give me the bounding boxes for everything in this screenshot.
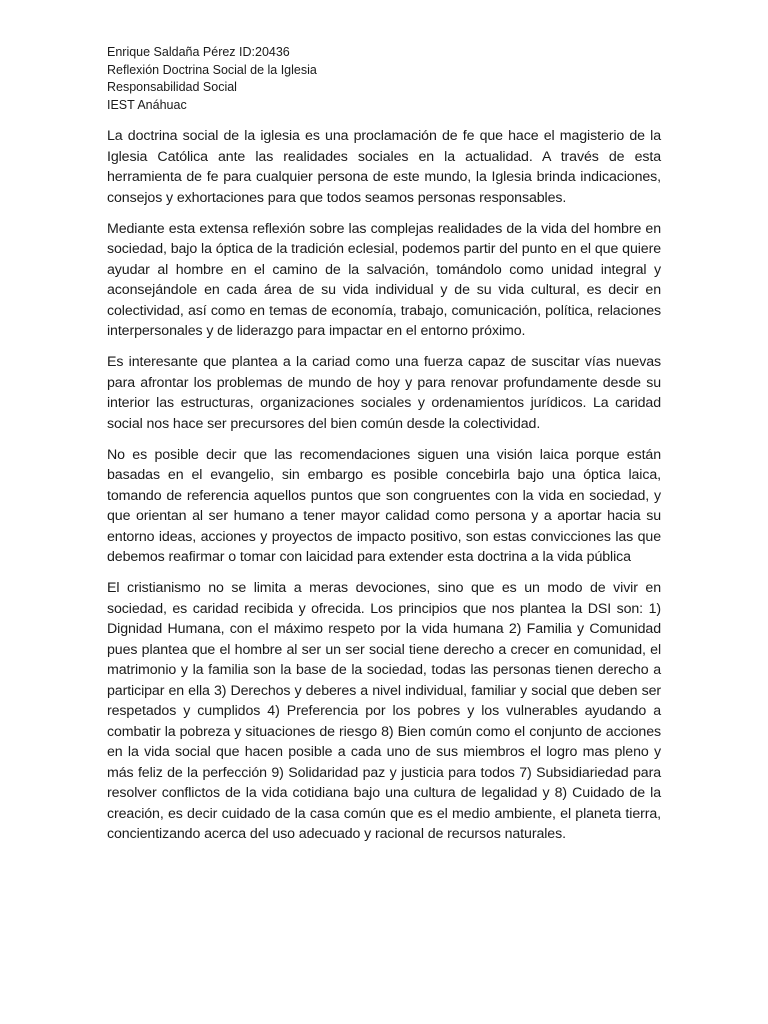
paragraph-1: La doctrina social de la iglesia es una proclamación de fe que hace el magisterio de la Iglesia Católica ante las realidades sociales en la actualidad. A través de esta herramienta de fe para cualquier persona de este mundo, la Iglesia brinda indicaciones, consejos y exhortaciones para que todos seamos personas responsables. (107, 128, 661, 206)
title-line: Reflexión Doctrina Social de la Iglesia (107, 62, 317, 77)
document-body (107, 126, 661, 845)
paragraph-5: El cristianismo no se limita a meras devociones, sino que es un modo de vivir en sociedad, es caridad recibida y ofrecida. Los principios que nos plantea la DSI son: 1) Dignidad Humana, con el máximo respeto por la vida humana 2) Familia y Comunidad pues plantea que el hombre al ser un ser social tiene derecho a crecer en comunidad, el matrimonio y la familia son la base de la sociedad, todas las personas tienen derecho a participar en ella 3) Derechos y deberes a nivel individual, familiar y social que deben ser respetados y cumplidos 4) Preferencia por los pobres y los vulnerables ayudando a combatir la pobreza y situaciones de riesgo 8) Bien común como el conjunto de acciones en la vida social que hacen posible a cada uno de sus miembros el logro mas pleno y más feliz de la perfección 9) Solidaridad paz y justicia para todos 7) Subsidiariedad para resolver conflictos de la vida cotidiana bajo una cultura de legalidad y 8) Cuidado de la creación, es decir cuidado de la casa común que es el medio ambiente, el planeta tierra, concientizando acerca del uso adecuado y racional de recursos naturales. (107, 580, 661, 842)
document-page (107, 44, 661, 855)
subject-line: Responsabilidad Social (107, 80, 237, 94)
paragraph-3: Es interesante que plantea a la cariad como una fuerza capaz de suscitar vías nuevas para afrontar los problemas de mundo de hoy y para renovar profundamente desde su interior las estructuras, organizaciones sociales y ordenamientos jurídicos. La caridad social nos hace ser precursores del bien común desde la colectividad. (107, 354, 661, 432)
document-header (107, 44, 661, 114)
paragraph-2: Mediante esta extensa reflexión sobre las complejas realidades de la vida del hombre en sociedad, bajo la óptica de la tradición eclesial, podemos partir del punto en el que quiere ayudar al hombre en el camino de la salvación, tomándolo como unidad integral y aconsejándole en cada área de su vida individual y de su vida cultural, es decir en colectividad, así como en temas de economía, trabajo, comunicación, política, relaciones interpersonales y de liderazgo para impactar en el entorno próximo. (107, 220, 661, 339)
institution-line: IEST Anáhuac (107, 97, 187, 112)
author-line: Enrique Saldaña Pérez ID:20436 (107, 45, 290, 59)
paragraph-4: No es posible decir que las recomendaciones siguen una visión laica porque están basadas en el evangelio, sin embargo es posible concebirla bajo una óptica laica, tomando de referencia aquellos puntos que son congruentes con la vida en sociedad, y que orientan al ser humano a tener mayor calidad como persona y a aportar hacia su entorno ideas, acciones y proyectos de impacto positivo, son estas convicciones las que debemos reafirmar o tomar con laicidad para extender esta doctrina a la vida pública (107, 446, 661, 565)
